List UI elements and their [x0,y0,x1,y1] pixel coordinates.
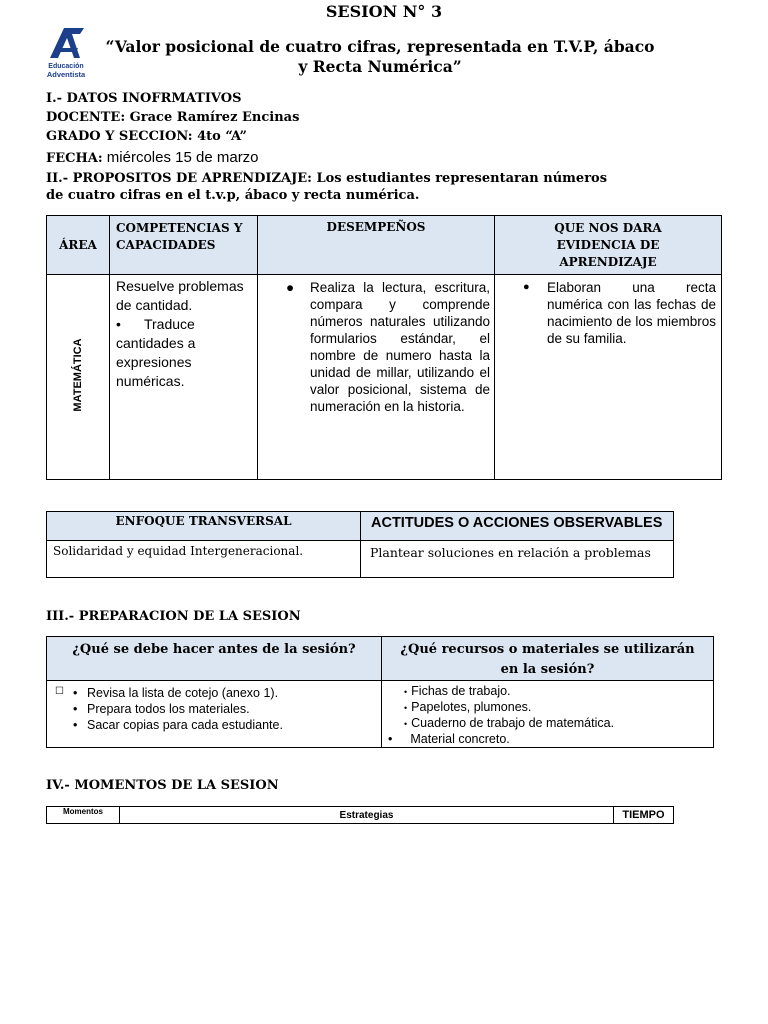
section-2-line-1 [46,171,607,186]
bullet-icon: ● [523,281,530,293]
header-evidencia: QUE NOS DARA EVIDENCIA DE APRENDIZAJE [495,216,722,275]
fecha-value: miércoles 15 de marzo [106,149,259,166]
recurso-item: • Cuaderno de trabajo de matemática. [404,716,615,730]
section-3-title: III.- PREPARACION DE LA SESION [46,609,301,624]
recursos-cell [382,681,714,748]
col-tiempo: TIEMPO [614,807,674,824]
recurso-item: • Material concreto. [388,732,510,746]
area-cell [47,275,110,480]
header-area: ÁREA [47,216,110,275]
section-1-title: I.- DATOS INOFRMATIVOS [46,91,242,106]
header-desempenos: DESEMPEÑOS [258,216,495,275]
antes-item: • Revisa la lista de cotejo (anexo 1). [73,686,279,700]
area-label: MATEMÁTICA [72,338,84,412]
checkbox-icon: ☐ [55,686,64,697]
header-competencias: COMPETENCIAS Y CAPACIDADES [110,216,258,275]
enfoque-value: Solidaridad y equidad Intergeneracional. [47,541,361,578]
desempenos-cell [258,275,495,480]
competencia-1: Resuelve problemas de cantidad. [116,278,244,313]
col-momentos: Momentos [47,807,120,824]
antes-item: • Sacar copias para cada estudiante. [73,718,283,732]
enfoque-table [46,511,674,578]
section-4-title: IV.- MOMENTOS DE LA SESION [46,778,279,793]
logo-text-1: Educación [48,63,84,70]
antes-item: • Prepara todos los materiales. [73,702,250,716]
competencia-2: • Traduce cantidades a expresiones numéricas. [116,316,200,389]
grado-label: GRADO Y SECCION: [46,129,193,144]
subtitle-line-1: “Valor posicional de cuatro cifras, representada en T.V.P, ábaco [105,37,655,56]
fecha-line [46,149,259,166]
recurso-item: • Papelotes, plumones. [404,700,532,714]
header-actitudes: ACTITUDES O ACCIONES OBSERVABLES [361,512,674,541]
docente-line [46,110,299,125]
header-recursos: ¿Qué recursos o materiales se utilizarán en la sesión? [382,637,714,681]
antes-cell [47,681,382,748]
competencias-cell [110,275,258,480]
grado-value: 4to “A” [197,129,248,144]
fecha-label: FECHA: [46,151,103,166]
docente-label: DOCENTE: [46,110,126,125]
evidencia-cell [495,275,722,480]
header-antes: ¿Qué se debe hacer antes de la sesión? [47,637,382,681]
bullet-icon: ● [286,280,295,295]
preparacion-table [46,636,714,748]
section-2-text-2: de cuatro cifras en el t.v.p, ábaco y recta numérica. [46,188,420,203]
desempenos-text: Realiza la lectura, escritura, compara y comprende números naturales utilizando formularios estándar, el nombre de numero hasta la unidad de millar, utilizando el valor posicional, sistema de numeración en la historia. [310,280,490,414]
evidencia-text: Elaboran una recta numérica con las fechas de nacimiento de los miembros de su familia. [547,280,716,346]
section-2-label: II.- PROPOSITOS DE APRENDIZAJE: [46,171,312,186]
recurso-item: • Fichas de trabajo. [404,684,511,698]
header-enfoque: ENFOQUE TRANSVERSAL [47,512,361,541]
actitudes-value: Plantear soluciones en relación a problemas [361,541,674,578]
session-title: SESION N° 3 [325,2,443,21]
momentos-table [46,806,674,824]
section-2-text-1: Los estudiantes representaran números [316,171,608,186]
grado-line [46,129,247,144]
subtitle-line-2: y Recta Numérica” [298,57,462,76]
col-estrategias: Estrategias [120,807,614,824]
docente-value: Grace Ramírez Encinas [129,110,300,125]
competencias-table [46,215,722,480]
logo-text-2: Adventista [46,70,86,79]
